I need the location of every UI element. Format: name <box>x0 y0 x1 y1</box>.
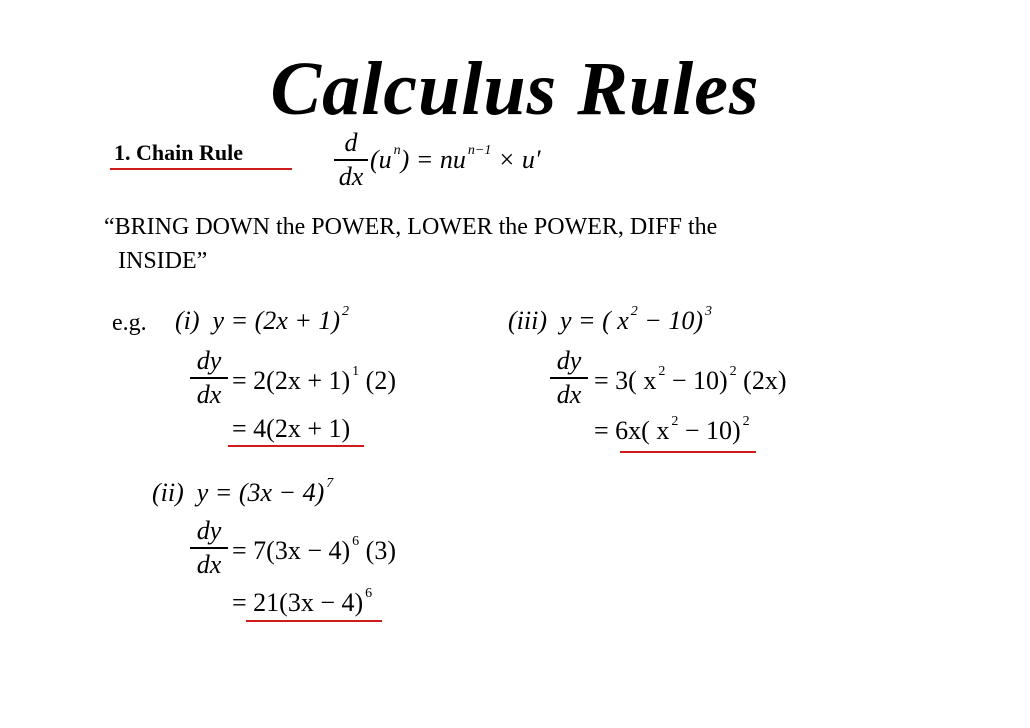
example-iii-answer <box>594 416 750 446</box>
example-iii-label: (iii) <box>508 306 547 335</box>
formula-exponent-n-minus-1: n−1 <box>467 143 492 158</box>
example-iii-x-exponent: 2 <box>630 304 638 319</box>
example-ii-exponent: 7 <box>326 476 334 491</box>
fraction-denominator: dx <box>196 379 222 409</box>
example-ii-step-main: = 7(3x − 4) <box>232 536 351 565</box>
fraction-denominator: dx <box>556 379 582 409</box>
chain-rule-formula <box>370 145 541 175</box>
fraction-denominator: dx <box>338 161 364 191</box>
example-i-answer-underline <box>228 445 364 447</box>
example-iii-step-middle: − 10) <box>665 366 728 395</box>
fraction-bar <box>550 377 588 379</box>
fraction-bar <box>190 377 228 379</box>
example-ii-step-factor: (3) <box>359 536 396 565</box>
example-i-derivative-fraction <box>190 346 228 410</box>
fraction-numerator: dy <box>556 346 582 375</box>
example-ii-answer-main: = 21(3x − 4) <box>232 588 364 617</box>
example-iii-step-factor: (2x) <box>736 366 787 395</box>
example-ii-derivative-fraction <box>190 516 228 580</box>
fraction-numerator: d <box>344 128 358 157</box>
example-ii-answer <box>232 588 372 618</box>
example-i-label: (i) <box>175 306 200 335</box>
example-iii-step-exponent: 2 <box>729 364 737 379</box>
example-i-step-main: = 2(2x + 1) <box>232 366 351 395</box>
fraction-bar <box>190 547 228 549</box>
example-i-answer: = 4(2x + 1) <box>232 414 351 443</box>
example-ii-label: (ii) <box>152 478 184 507</box>
example-ii-step-exponent: 6 <box>352 534 360 549</box>
example-ii-answer-exponent: 6 <box>365 586 373 601</box>
example-iii-answer-exponent: 2 <box>742 414 750 429</box>
formula-tail: × u′ <box>491 145 541 174</box>
example-ii-equation: y = (3x − 4) <box>196 478 325 507</box>
example-i-step-factor: (2) <box>359 366 396 395</box>
example-iii-given <box>508 306 712 336</box>
mnemonic-text <box>104 210 717 278</box>
example-ii-given <box>152 478 333 508</box>
eg-label: e.g. <box>112 310 147 336</box>
example-i-equation: y = (2x + 1) <box>212 306 341 335</box>
example-i-given <box>175 306 349 336</box>
mnemonic-line-2: INSIDE” <box>118 248 208 274</box>
formula-rhs: ) = nu <box>400 145 466 174</box>
example-iii-derivative-fraction <box>550 346 588 410</box>
example-iii-equation-start: y = ( x <box>560 306 629 335</box>
chain-rule-underline <box>110 168 292 170</box>
example-i-exponent: 2 <box>342 304 350 319</box>
chain-rule-label: 1. Chain Rule <box>114 140 243 165</box>
fraction-denominator: dx <box>196 549 222 579</box>
d-dx-fraction <box>334 128 368 192</box>
example-iii-step-x-exponent: 2 <box>658 364 666 379</box>
example-iii-step-start: = 3( x <box>594 366 657 395</box>
example-iii-answer-middle: − 10) <box>678 416 741 445</box>
fraction-numerator: dy <box>196 516 222 545</box>
fraction-numerator: dy <box>196 346 222 375</box>
formula-lhs: (u <box>370 145 392 174</box>
example-ii-answer-underline <box>246 620 382 622</box>
example-iii-equation-end: − 10) <box>637 306 703 335</box>
page-title: Calculus Rules <box>270 47 760 131</box>
example-iii-exponent: 3 <box>705 304 712 319</box>
example-iii-answer-start: = 6x( x <box>594 416 670 445</box>
example-iii-step <box>594 366 786 396</box>
mnemonic-line-1: “BRING DOWN the POWER, LOWER the POWER, DIFF the <box>104 214 718 240</box>
example-i-step <box>232 366 396 396</box>
example-iii-answer-underline <box>620 451 756 453</box>
formula-exponent-n: n <box>393 143 401 158</box>
fraction-bar <box>334 159 368 161</box>
example-ii-step <box>232 536 396 566</box>
example-iii-answer-x-exponent: 2 <box>671 414 679 429</box>
example-i-step-exponent: 1 <box>352 364 360 379</box>
